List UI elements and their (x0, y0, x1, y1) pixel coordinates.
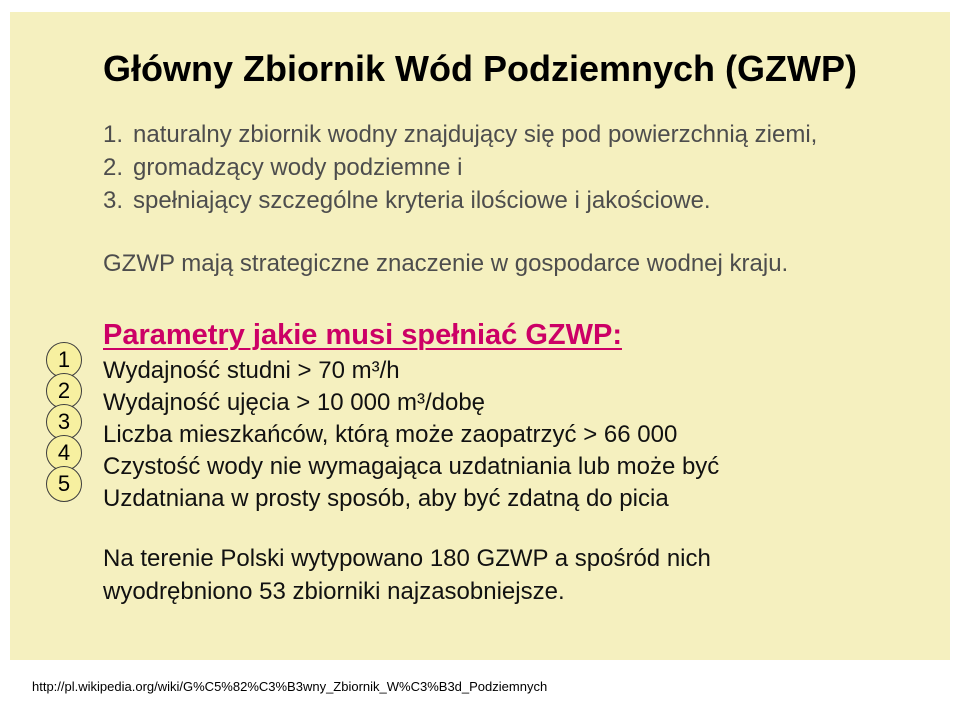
parameter-markers (36, 342, 92, 502)
summary-line-1: Na terenie Polski wytypowano 180 GZWP a spośród nich (103, 545, 711, 572)
parameter-item: Liczba mieszkańców, którą może zaopatrzyć > 66 000 (103, 421, 678, 448)
definition-item-number: 1. (103, 121, 124, 148)
definition-item-text: gromadzący wody podziemne i (133, 154, 463, 181)
definition-item-number: 2. (103, 154, 124, 181)
definition-item-number: 3. (103, 187, 124, 214)
definition-item (103, 184, 817, 217)
parameter-marker-4: 4 (46, 435, 82, 471)
summary-line-2: wyodrębniono 53 zbiorniki najzasobniejsze. (103, 578, 565, 605)
parameter-marker-5: 5 (46, 466, 82, 502)
parameter-item: Wydajność ujęcia > 10 000 m³/dobę (103, 389, 486, 416)
definition-item-text: naturalny zbiornik wodny znajdujący się pod powierzchnią ziemi, (133, 121, 818, 148)
definition-item (103, 151, 817, 184)
parameter-item: Uzdatniana w prosty sposób, aby być zdatną do picia (103, 485, 669, 512)
slide-title: Główny Zbiornik Wód Podziemnych (GZWP) (103, 48, 857, 89)
importance-note: GZWP mają strategiczne znaczenie w gospodarce wodnej kraju. (103, 250, 789, 277)
parameters-heading: Parametry jakie musi spełniać GZWP: (103, 319, 622, 351)
summary-text (103, 542, 711, 608)
parameter-marker-1: 1 (46, 342, 82, 378)
parameters-list (103, 355, 719, 515)
parameter-item: Wydajność studni > 70 m³/h (103, 357, 400, 384)
definition-item (103, 118, 817, 151)
definition-list (103, 118, 817, 217)
parameter-marker-3: 3 (46, 404, 82, 440)
parameter-item: Czystość wody nie wymagająca uzdatniania lub może być (103, 453, 720, 480)
definition-item-text: spełniający szczególne kryteria ilościowe i jakościowe. (133, 187, 711, 214)
source-url: http://pl.wikipedia.org/wiki/G%C5%82%C3%B3wny_Zbiornik_W%C3%B3d_Podziemnych (32, 679, 548, 694)
parameter-marker-2: 2 (46, 373, 82, 409)
